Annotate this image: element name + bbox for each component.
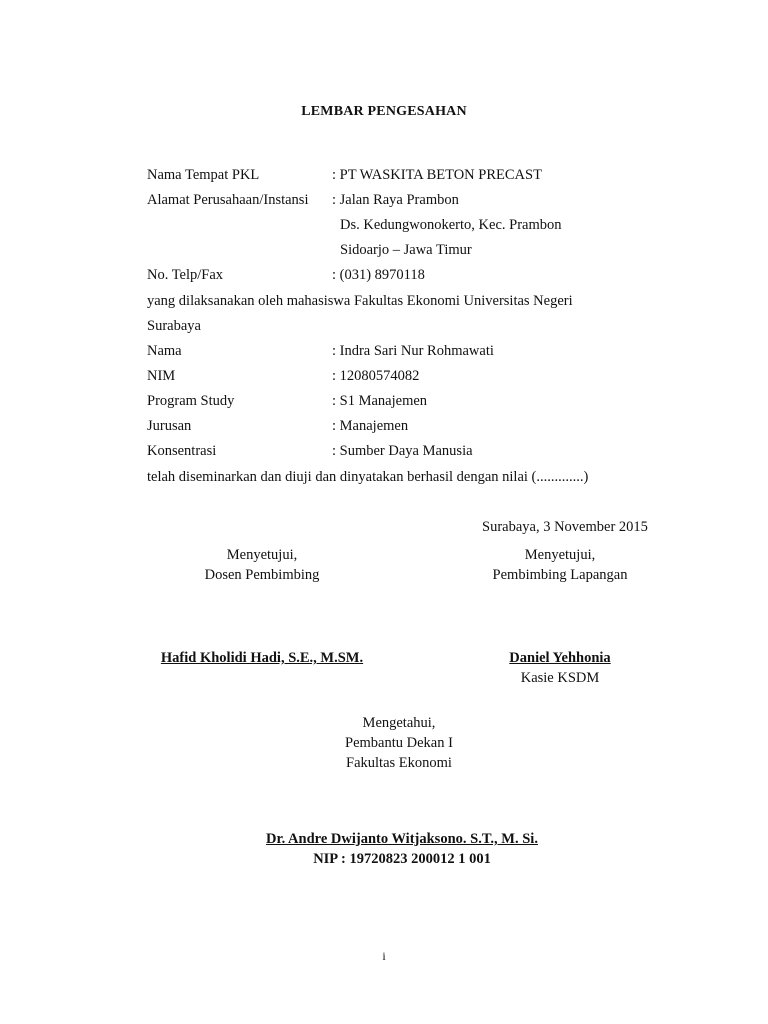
field-value: : (031) 8970118 <box>332 267 425 283</box>
field-value: : PT WASKITA BETON PRECAST <box>332 167 542 183</box>
field-label: No. Telp/Fax <box>147 267 224 283</box>
statement-line1: yang dilaksanakan oleh mahasiswa Fakultas Ekonomi Universitas Negeri <box>147 293 573 309</box>
page-title: LEMBAR PENGESAHAN <box>301 104 467 119</box>
result-statement: telah diseminarkan dan diuji dan dinyatakan berhasil dengan nilai (.............) <box>147 469 589 485</box>
field-value: : Indra Sari Nur Rohmawati <box>332 343 494 359</box>
field-label: Jurusan <box>147 418 192 434</box>
signature-right-names <box>460 648 660 688</box>
field-value: : Sumber Daya Manusia <box>332 443 473 459</box>
signature-left-heading <box>162 545 362 585</box>
signer-bottom-name: Dr. Andre Dwijanto Witjaksono. S.T., M. Si. <box>266 831 538 847</box>
field-value: Sidoarjo – Jawa Timur <box>340 242 472 258</box>
signer-role: Dosen Pembimbing <box>204 567 320 583</box>
signing-date: Surabaya, 3 November 2015 <box>482 519 648 535</box>
signer-right-position: Kasie KSDM <box>520 670 600 686</box>
signer-faculty: Fakultas Ekonomi <box>346 755 452 771</box>
field-label: Nama Tempat PKL <box>147 167 260 183</box>
signer-role: Pembimbing Lapangan <box>492 567 628 583</box>
field-value: : Manajemen <box>332 418 409 434</box>
approval-text: Menyetujui, <box>226 547 298 563</box>
field-label: Konsentrasi <box>147 443 217 459</box>
field-value: : Jalan Raya Prambon <box>332 192 459 208</box>
signer-right-name: Daniel Yehhonia <box>509 650 611 666</box>
approval-text: Menyetujui, <box>524 547 596 563</box>
signer-bottom-nip: NIP : 19720823 200012 1 001 <box>313 851 491 867</box>
field-label: Nama <box>147 343 182 359</box>
signer-role: Pembantu Dekan I <box>345 735 453 751</box>
field-label: Alamat Perusahaan/Instansi <box>147 192 309 208</box>
page-number: i <box>382 949 386 963</box>
signer-left-name: Hafid Kholidi Hadi, S.E., M.SM. <box>160 650 364 666</box>
field-label: Program Study <box>147 393 235 409</box>
signature-bottom-heading <box>284 713 514 773</box>
field-value: : 12080574082 <box>332 368 420 384</box>
signature-right-heading <box>460 545 660 585</box>
field-label: NIM <box>147 368 176 384</box>
acknowledge-text: Mengetahui, <box>362 715 436 731</box>
signature-bottom-names <box>202 829 602 869</box>
field-value: Ds. Kedungwonokerto, Kec. Prambon <box>340 217 562 233</box>
statement-line2: Surabaya <box>147 318 201 334</box>
field-value: : S1 Manajemen <box>332 393 428 409</box>
